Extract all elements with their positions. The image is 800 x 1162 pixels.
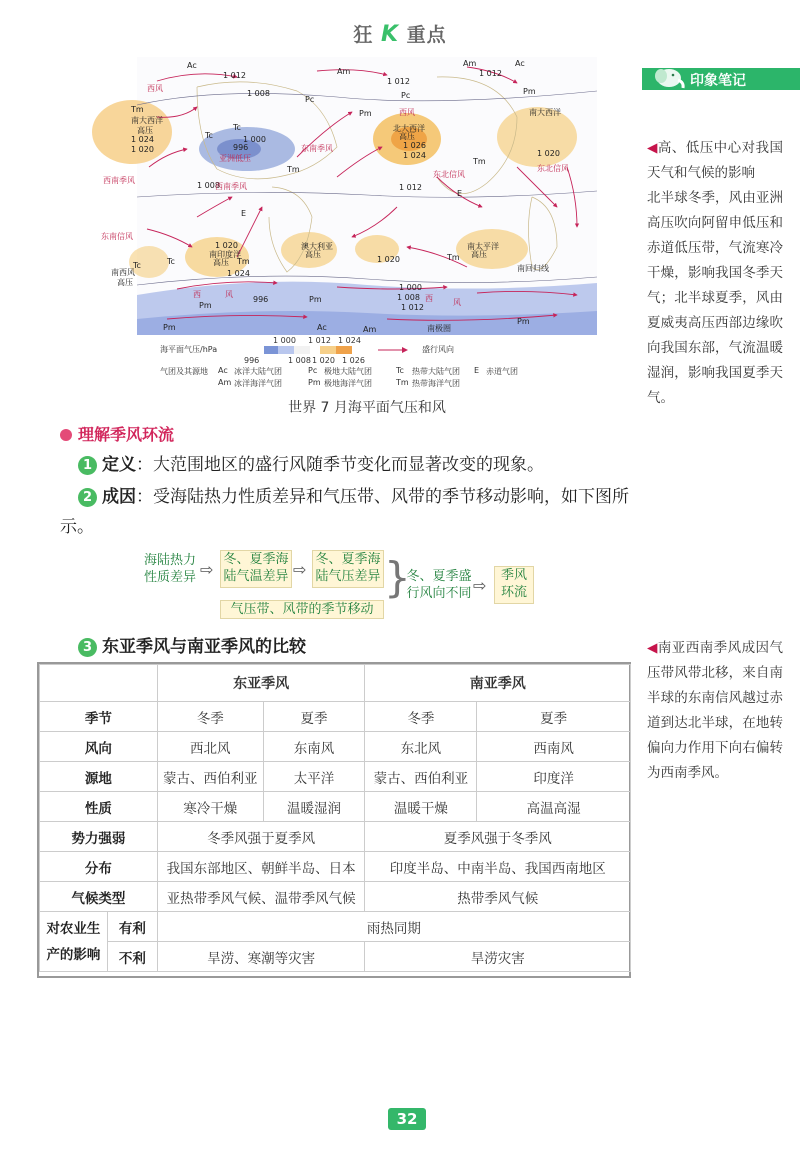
map-label: 1 020	[377, 255, 400, 264]
flow-box-belt-shift: 气压带、风带的季节移动	[220, 600, 384, 619]
table-cell: 太平洋	[263, 762, 365, 792]
map-label: Pm	[523, 87, 536, 96]
map-label: 东南信风	[101, 232, 133, 241]
legend-color-mid	[294, 346, 310, 354]
map-label: Ac	[187, 61, 197, 70]
map-label: 996	[233, 143, 249, 152]
impression-notes-label: 印象笔记	[690, 73, 746, 89]
legend-tick: 1 024	[338, 336, 361, 345]
table-cell: 夏季	[263, 702, 365, 732]
table-header-row	[40, 665, 631, 702]
map-label: Pc	[305, 95, 315, 104]
table-row	[40, 852, 631, 882]
row-header: 势力强弱	[40, 822, 158, 852]
cause-paragraph	[60, 482, 640, 542]
map-label: Tc	[133, 261, 141, 270]
map-label: 1 024	[403, 151, 426, 160]
map-label: 澳大利亚	[301, 242, 333, 251]
map-label: Tc	[205, 131, 213, 140]
triangle-icon: ◀	[647, 640, 658, 656]
legend-code: Ac	[218, 366, 228, 375]
map-label: 996	[253, 295, 269, 304]
map-label: 东南季风	[301, 144, 333, 153]
table-cell: 寒冷干燥	[157, 792, 263, 822]
row-header: 性质	[40, 792, 158, 822]
map-label: Pm	[359, 109, 372, 118]
table-cell: 东南风	[263, 732, 365, 762]
map-label: 1 008	[247, 89, 270, 98]
brace-icon: }	[384, 553, 411, 602]
map-label: 西风	[147, 84, 163, 93]
cause-text: ：受海陆热力性质差异和气压带、风带的季节移动影响，如下图所示。	[60, 487, 629, 537]
legend-desc: 热带大陆气团	[412, 367, 460, 376]
monsoon-comparison-table	[39, 664, 631, 972]
map-label: 南回归线	[517, 264, 549, 273]
comparison-title: 东亚季风与南亚季风的比较	[102, 637, 306, 657]
map-label: Am	[337, 67, 351, 76]
map-label: Tm	[287, 165, 300, 174]
row-header: 风向	[40, 732, 158, 762]
legend-desc: 极地大陆气团	[324, 367, 372, 376]
cause-label: 成因	[102, 487, 136, 507]
map-label: Am	[463, 59, 477, 68]
table-row	[40, 732, 631, 762]
table-cell: 夏季风强于冬季风	[365, 822, 631, 852]
table-row	[40, 882, 631, 912]
row-header: 气候类型	[40, 882, 158, 912]
table-row	[40, 792, 631, 822]
map-label: 南大西洋	[529, 108, 561, 117]
map-label: 1 012	[479, 69, 502, 78]
map-label: Pm	[517, 317, 530, 326]
table-cell: 我国东部地区、朝鲜半岛、日本	[157, 852, 365, 882]
page-header-title	[0, 20, 800, 47]
map-label: 1 000	[399, 283, 422, 292]
map-label: E	[241, 209, 247, 218]
map-label: 风	[225, 290, 233, 299]
legend-tick: 1 008	[288, 356, 311, 365]
flow-box-monsoon: 季风环流	[494, 566, 534, 604]
legend-desc: 冰洋海洋气团	[234, 379, 282, 388]
legend-tick: 1 026	[342, 356, 365, 365]
row-header: 季节	[40, 702, 158, 732]
impression-notes-tab	[642, 68, 800, 90]
favorable-label: 有利	[107, 912, 157, 942]
table-cell: 东北风	[365, 732, 477, 762]
legend-desc: 极地海洋气团	[324, 379, 372, 388]
table-cell: 西北风	[157, 732, 263, 762]
table-row	[40, 702, 631, 732]
legend-desc: 冰洋大陆气团	[234, 367, 282, 376]
legend-code: Am	[218, 378, 232, 387]
number-2-icon: 2	[78, 488, 97, 507]
arrow-icon: ⇨	[293, 560, 307, 579]
legend-color-lowest	[264, 346, 278, 354]
table-cell: 夏季	[477, 702, 631, 732]
flow-box-land-sea: 海陆热力性质差异	[143, 553, 196, 585]
legend-tick: 996	[244, 356, 260, 365]
flow-box-wind-diff: 冬、夏季盛行风向不同	[406, 569, 472, 601]
map-label: 西风	[399, 108, 415, 117]
map-label: 南太平洋	[467, 242, 499, 251]
flow-box-temp-diff: 冬、夏季海陆气温差异	[220, 550, 292, 588]
legend-code: Tm	[396, 378, 409, 387]
map-label: 高压	[471, 250, 487, 259]
map-label: 东北信风	[433, 170, 465, 179]
table-cell: 旱涝、寒潮等灾害	[157, 942, 365, 972]
map-legend	[160, 336, 620, 388]
map-label: 风	[453, 298, 461, 307]
map-label: 高压	[117, 278, 133, 287]
map-label: Tm	[447, 253, 460, 262]
bullet-icon	[60, 429, 72, 441]
number-3-icon: 3	[78, 638, 97, 657]
triangle-icon: ◀	[647, 140, 658, 156]
map-label: 东北信风	[537, 164, 569, 173]
monsoon-cause-flow	[140, 548, 610, 624]
map-label: 南极圈	[427, 324, 451, 333]
map-label: Tc	[167, 257, 175, 266]
map-label: 1 008	[197, 181, 220, 190]
table-cell: 西南风	[477, 732, 631, 762]
map-label: 高压	[137, 126, 153, 135]
map-label: 1 026	[403, 141, 426, 150]
map-label: Am	[363, 325, 377, 334]
side-note-title: 高、低压中心对我国天气和气候的影响	[647, 140, 783, 181]
map-label: Tm	[131, 105, 144, 114]
map-label: 1 008	[397, 293, 420, 302]
table-row	[40, 942, 631, 972]
table-row	[40, 822, 631, 852]
header-text-2: 重点	[406, 24, 447, 46]
section-heading	[60, 422, 174, 445]
map-label: Pm	[163, 323, 176, 332]
legend-tick: 1 020	[312, 356, 335, 365]
map-caption: 世界 7 月海平面气压和风	[288, 400, 446, 416]
map-label: 1 020	[537, 149, 560, 158]
map-label: 西南季风	[215, 182, 247, 191]
map-label: 1 024	[227, 269, 250, 278]
map-label: 1 012	[399, 183, 422, 192]
table-row	[40, 762, 631, 792]
legend-color-high	[320, 346, 336, 354]
row-header: 源地	[40, 762, 158, 792]
map-label: 南大西洋	[131, 116, 163, 125]
agri-head-line1: 对农业生	[46, 920, 101, 937]
table-cell: 冬季风强于夏季风	[157, 822, 365, 852]
map-graphic	[137, 57, 597, 335]
side-note-sw-text: 南亚西南季风成因气压带风带北移，来自南半球的东南信风越过赤道到达北半球，在地转偏向力作用下向右偏转为西南季风。	[647, 640, 783, 781]
legend-code: Pc	[308, 366, 318, 375]
map-label: 1 012	[401, 303, 424, 312]
definition-paragraph	[78, 450, 638, 480]
agri-head-line2: 产的影响	[46, 946, 101, 963]
map-label: Tm	[473, 157, 486, 166]
map-label: 1 000	[243, 135, 266, 144]
map-label: 亚洲低压	[219, 154, 251, 163]
table-corner	[40, 665, 158, 702]
table-cell: 冬季	[365, 702, 477, 732]
table-cell: 旱涝灾害	[365, 942, 631, 972]
map-label: 1 012	[387, 77, 410, 86]
table-cell: 印度洋	[477, 762, 631, 792]
table-cell: 亚热带季风气候、温带季风气候	[157, 882, 365, 912]
comparison-heading	[78, 632, 638, 662]
table-cell: 雨热同期	[157, 912, 630, 942]
elephant-icon	[652, 64, 686, 90]
legend-airmass-label: 气团及其源地	[160, 367, 208, 376]
table-row	[40, 912, 631, 942]
legend-desc: 热带海洋气团	[412, 379, 460, 388]
side-note-pressure	[647, 136, 783, 411]
header-k-logo: K	[380, 22, 400, 47]
section-title: 理解季风环流	[78, 425, 175, 444]
map-label: Pm	[199, 301, 212, 310]
table-cell: 温暖湿润	[263, 792, 365, 822]
table-cell: 高温高湿	[477, 792, 631, 822]
map-label: 1 024	[131, 135, 154, 144]
legend-code: Pm	[308, 378, 321, 387]
map-label: 南西风	[111, 268, 135, 277]
table-cell: 热带季风气候	[365, 882, 631, 912]
world-pressure-wind-map	[101, 57, 597, 335]
flow-box-pressure-diff: 冬、夏季海陆气压差异	[312, 550, 384, 588]
map-label: 北大西洋	[393, 124, 425, 133]
map-label: 西	[193, 290, 201, 299]
map-label: 高压	[305, 250, 321, 259]
row-header-agriculture	[40, 912, 108, 972]
map-label: 高压	[399, 132, 415, 141]
legend-code: Tc	[396, 366, 404, 375]
table-cell: 印度半岛、中南半岛、我国西南地区	[365, 852, 631, 882]
table-cell: 温暖干燥	[365, 792, 477, 822]
legend-tick: 1 000	[273, 336, 296, 345]
table-cell: 蒙古、西伯利亚	[157, 762, 263, 792]
header-text-1: 狂	[353, 24, 374, 46]
map-label: Ac	[515, 59, 525, 68]
wind-arrow-icon	[376, 346, 410, 354]
legend-slp-label: 海平面气压/hPa	[160, 345, 218, 354]
arrow-icon: ⇨	[473, 576, 487, 595]
legend-wind-label: 盛行风向	[422, 345, 454, 354]
number-1-icon: 1	[78, 456, 97, 475]
table-cell: 蒙古、西伯利亚	[365, 762, 477, 792]
side-note-body: 北半球冬季，风由亚洲高压吹向阿留申低压和赤道低压带，气流寒冷干燥，影响我国冬季天气；北半球夏季，风由夏威夷高压西部边缘吹向我国东部，气流温暖湿润，影响我国夏季天气。	[647, 190, 783, 406]
map-label: 西	[425, 294, 433, 303]
unfavorable-label: 不利	[107, 942, 157, 972]
map-label: Ac	[317, 323, 327, 332]
map-label: E	[457, 189, 463, 198]
arrow-icon: ⇨	[200, 560, 214, 579]
legend-tick: 1 012	[308, 336, 331, 345]
legend-color-low	[278, 346, 294, 354]
map-label: Pm	[309, 295, 322, 304]
definition-label: 定义	[102, 455, 136, 475]
map-label: 南印度洋	[209, 250, 241, 259]
map-label: 1 020	[131, 145, 154, 154]
col-east-asia: 东亚季风	[157, 665, 365, 702]
map-label: 高压	[213, 258, 229, 267]
col-south-asia: 南亚季风	[365, 665, 631, 702]
legend-color-highest	[336, 346, 352, 354]
map-label: Tc	[233, 123, 241, 132]
page-number: 32	[388, 1108, 426, 1130]
definition-text: ：大范围地区的盛行风随季节变化而显著改变的现象。	[136, 455, 544, 475]
map-label: 1 020	[215, 241, 238, 250]
map-label: Tm	[237, 257, 250, 266]
legend-code: E	[474, 366, 480, 375]
map-label: 西南季风	[103, 176, 135, 185]
side-note-southwest-monsoon	[647, 636, 783, 786]
map-label: 1 012	[223, 71, 246, 80]
map-label: Pc	[401, 91, 411, 100]
table-cell: 冬季	[157, 702, 263, 732]
row-header: 分布	[40, 852, 158, 882]
legend-desc: 赤道气团	[486, 367, 518, 376]
